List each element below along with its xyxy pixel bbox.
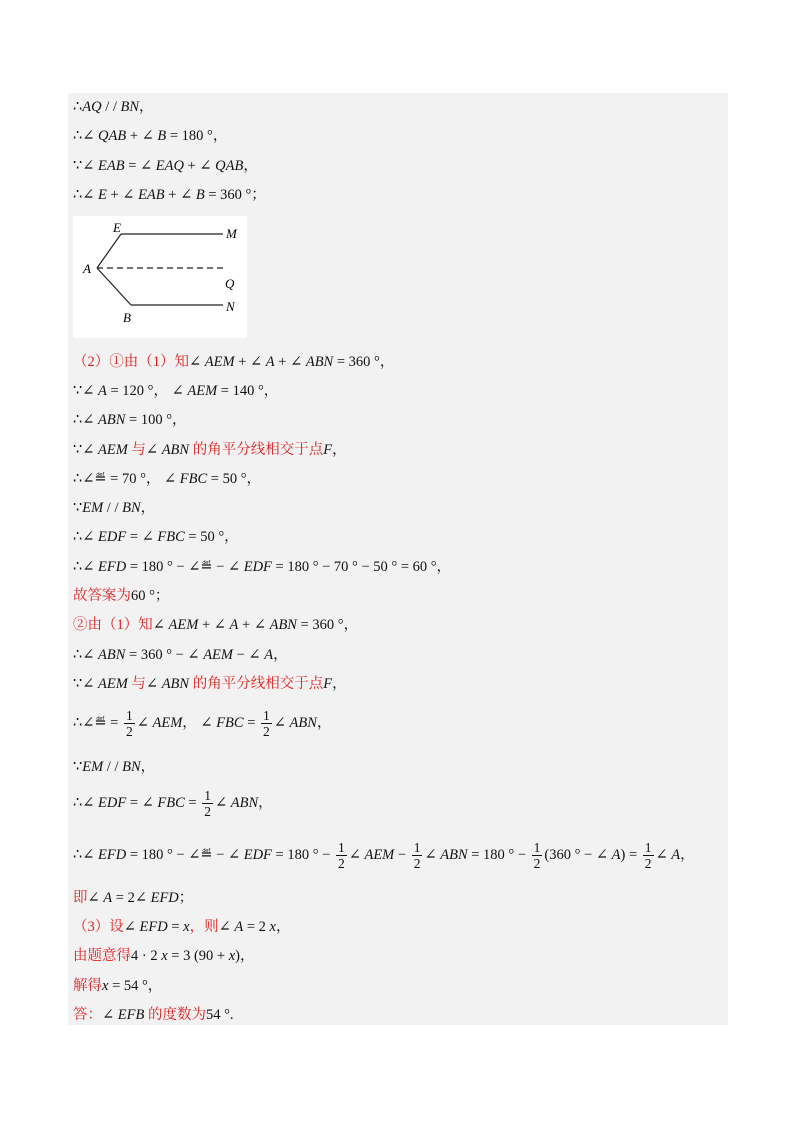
line-19: ∴∠ EDF = ∠ FBC = $\frac{1}{2}$ ∠ ABN， — [73, 788, 273, 819]
line-8: ∵∠ AEM 与∠ ABN 的角平分线相交于点F， — [73, 442, 347, 458]
line-17: ∴∠≝ = $\frac{1}{2}$ ∠ AEM， ∠ FBC = $\frac{1}{2}$ ∠ ABN， — [73, 708, 332, 739]
line-4: ∴∠ E + ∠ EAB + ∠ B = 360 °； — [73, 187, 266, 203]
line-5: （2）①由（1）知∠ AEM + ∠ A + ∠ ABN = 360 °， — [73, 354, 395, 370]
line-21: 即∠ A = 2∠ EFD； — [73, 890, 194, 906]
line-9: ∴∠≝ = 70 °， ∠ FBC = 50 °， — [73, 471, 262, 487]
line-2: ∴∠ QAB + ∠ B = 180 °， — [73, 128, 228, 144]
label-e: E — [113, 220, 121, 235]
line-10: ∵EM / / BN， — [73, 500, 156, 516]
line-13: 故答案为60 °； — [73, 588, 170, 604]
line-12: ∴∠ EFD = 180 ° − ∠≝ − ∠ EDF = 180 ° − 70 ° − 50 ° = 60 °， — [73, 559, 452, 575]
line-25: 答：∠ EFB 的度数为54 °. — [73, 1007, 234, 1023]
line-14: ②由（1）知∠ AEM + ∠ A + ∠ ABN = 360 °， — [73, 617, 359, 633]
label-b: B — [123, 310, 131, 325]
line-11: ∴∠ EDF = ∠ FBC = 50 °， — [73, 529, 239, 545]
line-24: 解得x = 54 °， — [73, 978, 163, 994]
line-23: 由题意得4 · 2 x = 3 (90 + x)， — [73, 948, 255, 964]
label-m: M — [226, 226, 237, 241]
line-18: ∵EM / / BN， — [73, 759, 156, 775]
line-16: ∵∠ AEM 与∠ ABN 的角平分线相交于点F， — [73, 676, 347, 692]
line-20: ∴∠ EFD = 180 ° − ∠≝ − ∠ EDF = 180 ° − $\frac{1}{2}$ ∠ AEM − $\frac{1}{2}$ ∠ ABN = 180 ° − $\frac{1}{2}$ (360 ° − ∠ A) = $\frac{1}{2}$ ∠ A， — [73, 840, 695, 871]
line-15: ∴∠ ABN = 360 ° − ∠ AEM − ∠ A， — [73, 647, 288, 663]
geometry-figure — [73, 216, 247, 338]
label-q: Q — [225, 276, 235, 291]
label-a: A — [83, 261, 91, 276]
line-7: ∴∠ ABN = 100 °， — [73, 412, 187, 428]
line-1: ∴AQ / / BN， — [73, 99, 154, 115]
line-6: ∵∠ A = 120 °， ∠ AEM = 140 °， — [73, 383, 279, 399]
label-n: N — [226, 299, 235, 314]
line-3: ∵∠ EAB = ∠ EAQ + ∠ QAB， — [73, 158, 258, 174]
line-22: （3）设∠ EFD = x，则∠ A = 2 x， — [73, 919, 291, 935]
